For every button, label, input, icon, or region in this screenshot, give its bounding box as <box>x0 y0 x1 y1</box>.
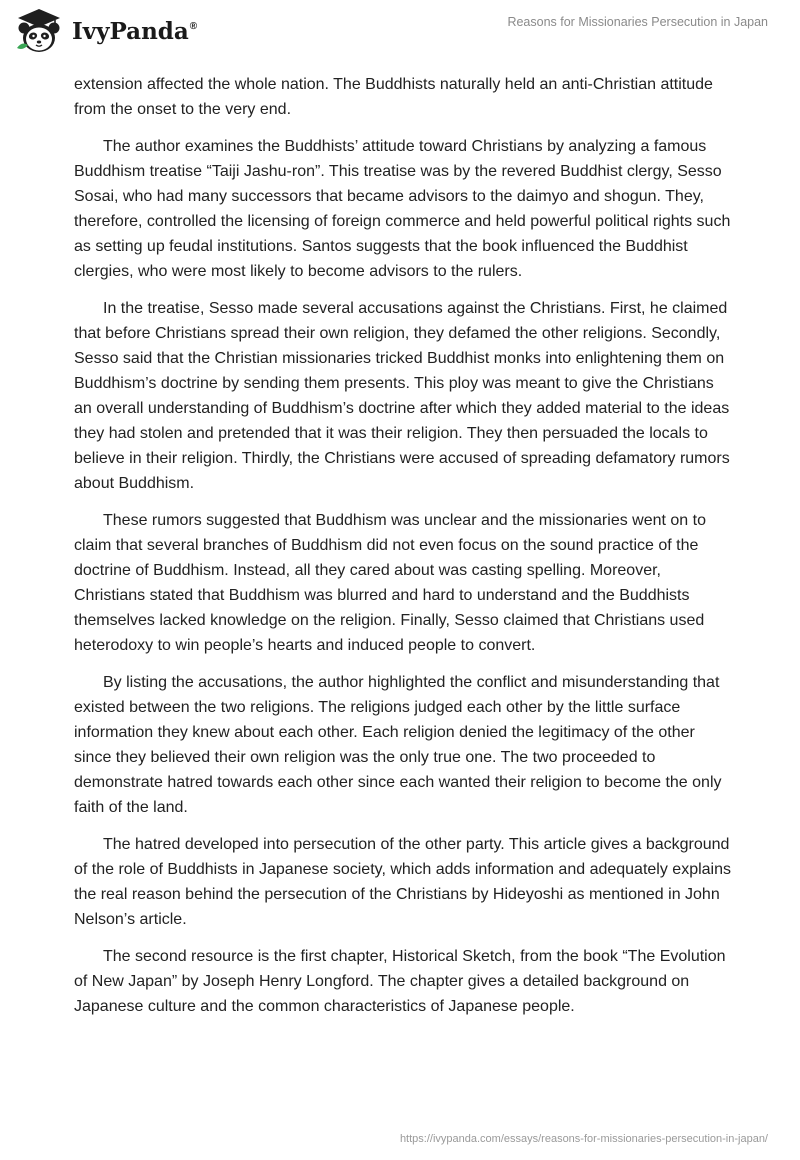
essay-paragraph: The second resource is the first chapter, Historical Sketch, from the book “The Evolution of New Japan” by Joseph Henry Longford. The chapter gives a detailed background on Japanese culture and the common characteristics of Japanese people. <box>74 948 726 1015</box>
document-title: Reasons for Missionaries Persecution in Japan <box>507 15 768 29</box>
essay-paragraph: The hatred developed into persecution of the other party. This article gives a background of the role of Buddhists in Japanese society, which adds information and adequately explains the real reason behind the persecution of the Christians by Hideyoshi as mentioned in John Nelson’s article. <box>74 836 731 928</box>
registered-mark: ® <box>189 20 198 32</box>
panda-graduation-cap-icon <box>14 8 64 54</box>
page-header <box>0 0 800 70</box>
ivypanda-logo[interactable] <box>14 8 197 54</box>
essay-paragraph: In the treatise, Sesso made several accusations against the Christians. First, he claimed that before Christians spread their own religion, they defamed the other religions. Secondly, Sesso said that the Christian missionaries tricked Buddhist monks into enlightening them on Buddhism’s doctrine by sending them presents. This ploy was meant to give the Christians an overall understanding of Buddhism’s doctrine after which they added material to the ideas they had stolen and pretended that it was their religion. They then persuaded the locals to believe in their religion. Thirdly, the Christians were accused of spreading defamatory rumors about Buddhism. <box>74 300 730 492</box>
essay-paragraph: By listing the accusations, the author highlighted the conflict and misunderstanding that existed between the two religions. The religions judged each other by the little surface information they knew about each other. Each religion denied the legitimacy of the other since they believed their own religion was the only true one. The two proceeded to demonstrate hatred towards each other since each wanted their religion to become the only faith of the land. <box>74 674 722 816</box>
essay-paragraph: extension affected the whole nation. The Buddhists naturally held an anti-Christian attitude from the onset to the very end. <box>74 76 713 118</box>
brand-name: IvyPanda® <box>72 17 198 45</box>
essay-body <box>74 72 734 1031</box>
essay-paragraph: These rumors suggested that Buddhism was unclear and the missionaries went on to claim that several branches of Buddhism did not even focus on the sound practice of the doctrine of Buddhism. Instead, all they cared about was casting spelling. Moreover, Christians stated that Buddhism was blurred and hard to understand and the Buddhists themselves lacked knowledge on the religion. Finally, Sesso claimed that Christians used heterodoxy to win people’s hearts and induced people to convert. <box>74 512 706 654</box>
source-url-link[interactable]: https://ivypanda.com/essays/reasons-for-missionaries-persecution-in-japan/ <box>399 1133 768 1145</box>
essay-paragraph: The author examines the Buddhists’ attitude toward Christians by analyzing a famous Buddhism treatise “Taiji Jashu-ron”. This treatise was by the revered Buddhist clergy, Sesso Sosai, who had many successors that became advisors to the daimyo and shogun. They, therefore, controlled the licensing of foreign commerce and held powerful political rights such as setting up feudal institutions. Santos suggests that the book influenced the Buddhist clergies, who were most likely to become advisors to the rulers. <box>74 138 731 280</box>
